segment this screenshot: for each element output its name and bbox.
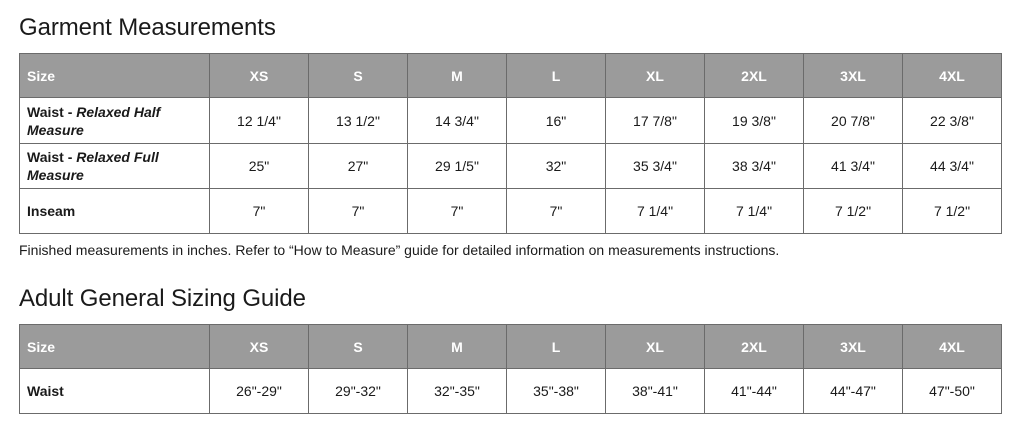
table-cell: 7" [210, 189, 309, 234]
table-cell: 47"-50" [903, 369, 1002, 414]
table-cell: 35"-38" [507, 369, 606, 414]
table-cell: 32"-35" [408, 369, 507, 414]
table-cell: 7" [507, 189, 606, 234]
header-2xl: 2XL [705, 54, 804, 98]
table-cell: 22 3/8" [903, 98, 1002, 144]
table-row [20, 189, 1002, 234]
row-label-text: Waist - [27, 149, 77, 165]
table-cell: 29"-32" [309, 369, 408, 414]
row-label-waist-full [20, 144, 210, 189]
table-cell: 25" [210, 144, 309, 189]
row-label-waist [20, 369, 210, 414]
table-cell: 7 1/2" [804, 189, 903, 234]
table-header-row [20, 325, 1002, 369]
row-label-text: Waist - [27, 103, 77, 120]
header-xs: XS [210, 54, 309, 98]
table-header-row [20, 54, 1002, 98]
row-label-waist-half [20, 98, 210, 144]
table-cell: 44"-47" [804, 369, 903, 414]
table-cell: 41 3/4" [804, 144, 903, 189]
table-row [20, 98, 1002, 144]
header-m: M [408, 54, 507, 98]
table-cell: 16" [507, 98, 606, 144]
table-cell: 41"-44" [705, 369, 804, 414]
header-xl: XL [606, 54, 705, 98]
table-cell: 7 1/2" [903, 189, 1002, 234]
garment-measurements-title: Garment Measurements [19, 14, 276, 41]
table-cell: 7" [408, 189, 507, 234]
table-cell: 32" [507, 144, 606, 189]
header-size: Size [20, 54, 210, 98]
row-label-text: Inseam [27, 203, 76, 219]
header-size: Size [20, 325, 210, 369]
table-cell: 7 1/4" [705, 189, 804, 234]
header-l: L [507, 54, 606, 98]
table-cell: 20 7/8" [804, 98, 903, 144]
table-cell: 14 3/4" [408, 98, 507, 144]
table-row [20, 144, 1002, 189]
row-label-inseam [20, 189, 210, 234]
header-s: S [309, 54, 408, 98]
sizing-guide-title: Adult General Sizing Guide [19, 285, 306, 312]
header-2xl: 2XL [705, 325, 804, 369]
row-label-qualifier: Relaxed Half Measure [27, 103, 161, 138]
header-s: S [309, 325, 408, 369]
header-3xl: 3XL [804, 325, 903, 369]
table-cell: 17 7/8" [606, 98, 705, 144]
table-cell: 44 3/4" [903, 144, 1002, 189]
table-cell: 38"-41" [606, 369, 705, 414]
table-cell: 13 1/2" [309, 98, 408, 144]
table-row [20, 369, 1002, 414]
table-cell: 7 1/4" [606, 189, 705, 234]
header-xl: XL [606, 325, 705, 369]
header-3xl: 3XL [804, 54, 903, 98]
table-cell: 19 3/8" [705, 98, 804, 144]
measurement-note: Finished measurements in inches. Refer to “How to Measure” guide for detailed information on measurements instructions. [19, 242, 780, 258]
header-m: M [408, 325, 507, 369]
table-cell: 29 1/5" [408, 144, 507, 189]
table-cell: 7" [309, 189, 408, 234]
sizing-guide-table [19, 324, 1002, 414]
table-cell: 26"-29" [210, 369, 309, 414]
row-label-text: Waist [27, 383, 64, 399]
header-xs: XS [210, 325, 309, 369]
table-cell: 27" [309, 144, 408, 189]
header-4xl: 4XL [903, 54, 1002, 98]
table-cell: 38 3/4" [705, 144, 804, 189]
header-l: L [507, 325, 606, 369]
row-label-qualifier: Relaxed Full Measure [27, 149, 159, 183]
garment-measurements-table [19, 53, 1002, 234]
table-cell: 12 1/4" [210, 98, 309, 144]
header-4xl: 4XL [903, 325, 1002, 369]
table-cell: 35 3/4" [606, 144, 705, 189]
